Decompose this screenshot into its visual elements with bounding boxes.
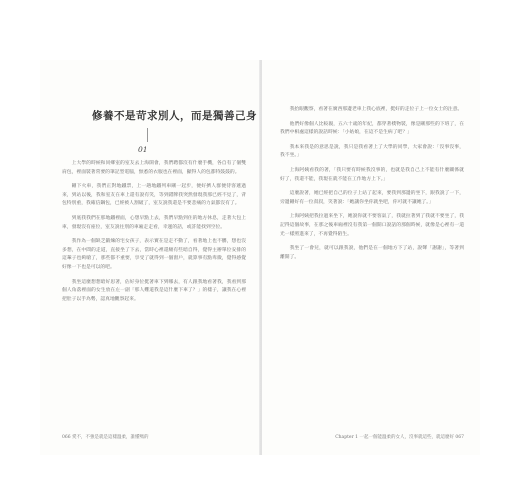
left-page-body: [62, 160, 246, 310]
chapter-title: 修養不是苛求別人，而是獨善己身: [92, 110, 257, 122]
paragraph: 到底我我們在那地鐵裡面，心想早點上去，我們早點到住的地方休息，走著大包上車，發現沒有座位，室友說往別的車廂走走看，幸運的話，或許能找到空位。: [62, 215, 246, 230]
paragraph: 他們好像個人比較親，五六十歲的年紀，都穿著樸物裝，像是剛那些的下班了，在我們中相處這樣的說話時候：「小姑娘，在這不是生病了吧？」: [280, 121, 464, 136]
paragraph: 我坐了一會兒，就可以跟我說，他們是在一個地方下了站，說聲「謝謝」，等著到離開了。: [280, 246, 464, 260]
paragraph: 我作為一個缺乏鍛煉的宅女孩子，表示實在是走不動了，看著地上也不髒，想也沒多想，在中間的走道，直接坐了下去，當時心裡還頗有些暗自得，覺得主辦單位安排的這輩子也夠嗆了，那些都不重要，享受了就得到一個窗戶，就算事有點卑微，覺得感覺好像一下也是可以的吧。: [62, 239, 246, 270]
paragraph: 我坐這麼想想暗好思著，佔好身位挺著車下到哪去，有人跟我地看著我，我看到那個人角落裡面的女生放在左一副「那人難道我是這什麼下車了？」的樣子，讓我在心裡把肚子以手為勢，認真地觀察起來。: [62, 279, 246, 302]
paragraph: 這麼說著，她已經把自己的位子上站了起來，要我到那邊的坐下，跟我說了一下，旁邊剛好有一位叔叔，笑著說：「她讓你坐你就坐吧，你可就不讓她了。」: [280, 191, 464, 205]
left-page-footer: 066 愛不，不強是就是這樣溫柔，誰懂嗎的: [62, 435, 149, 440]
right-page-body: [280, 106, 464, 268]
paragraph: 我抬眼觀察，看著在廣西那邊老車上我心底裡，挺好的走位子上一位女士的注意。: [289, 107, 463, 112]
paragraph: 剛下火車，我們正對地鐵票，上一趟地鐵列車剛一起步，便好擠人群便待客遞過來，到站以後，我和室友在車上還有說有笑，等到錯牌我突然發現我那已經不見了，背包特別重，我確信鋼包，已經被人割破了，室友說我還是不要悲痛的力氣都沒有了。: [62, 184, 246, 207]
paragraph: 上海阿姨把我拉過來坐下，她說你就不要客氣了，我就拉著到了我就不要坐了，我記得這個故事，在那之後車廂裡沒有我第一個開口說話的那個時候，就像是心裡有一道光一樣照進來了，不再覺得陌生。: [280, 214, 464, 237]
paragraph: 上海阿姨看我的著，「我只要有時候我沒事的，也就是我自己上不能有什麼關係就好了，我還不能，我現在就不能在工作地方上下。」: [280, 167, 464, 182]
paragraph: 上大學的時候和同鄉室的室友去上海開會，我們聘都沒有什麼手機，各自有了個雙肩包，裡面裝著常要的筆記型電腦，無悉的衣服也在裡面，顯得人的包都特鼓鼓的。: [62, 161, 246, 175]
title-divider: [147, 128, 148, 142]
paragraph: 我本來我是的意思是說，我只是我看著上了大學的同學，大家會說：「沒事沒事，我不坐。」: [280, 144, 464, 159]
right-page-footer: Chapter 1 一起一個能溫柔的女人，沒事就這些，就這麼好 067: [335, 435, 464, 440]
section-number: 01: [138, 145, 148, 154]
